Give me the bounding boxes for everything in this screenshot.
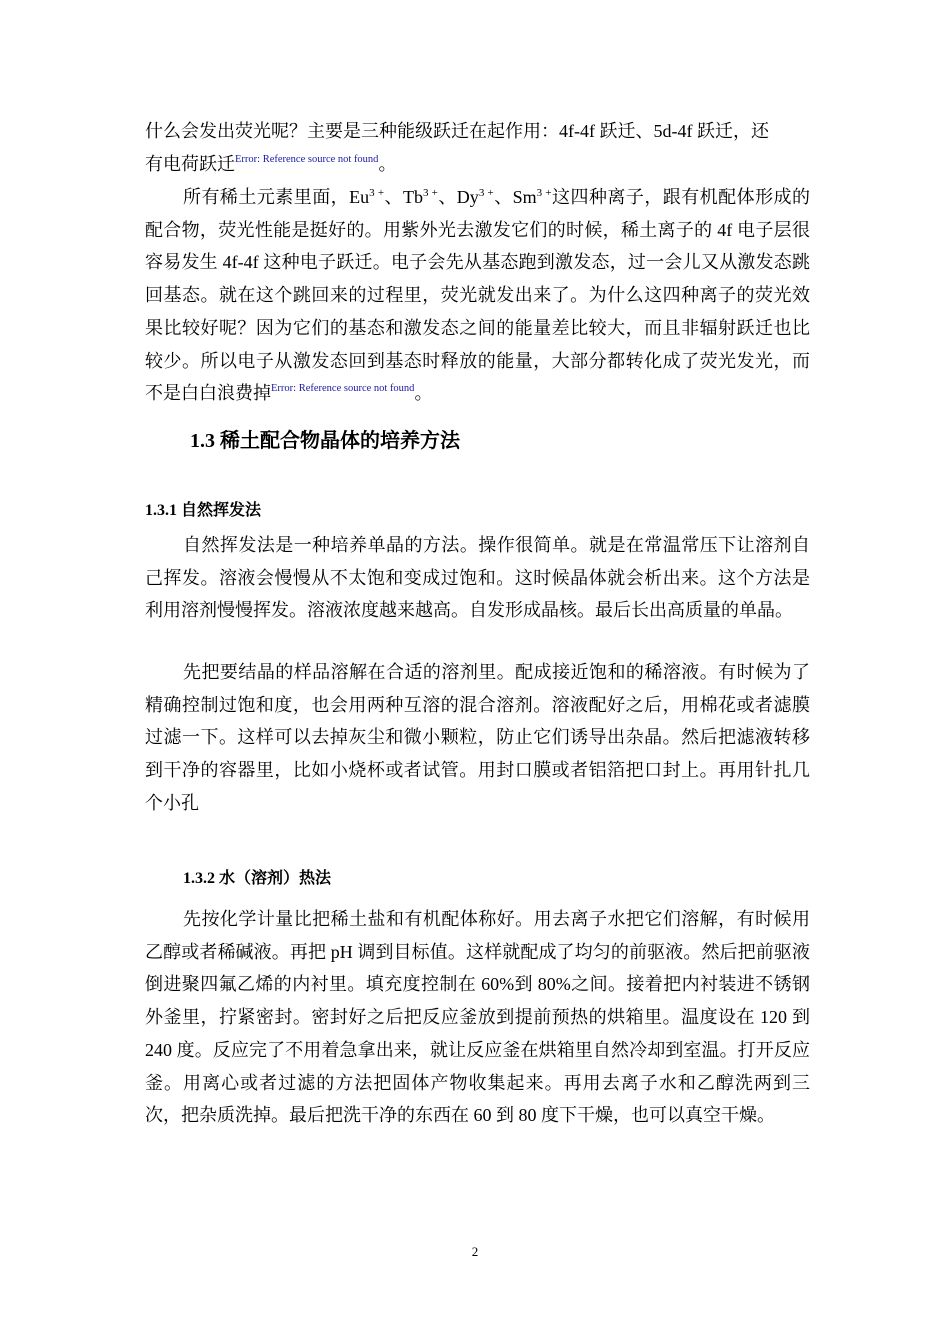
subsection-heading-1-3-1: 1.3.1 自然挥发法 [145, 502, 262, 519]
reference-error: Error: Reference source not found [271, 383, 415, 395]
page-number: 2 [471, 1244, 479, 1259]
intro-line-1: 什么会发出荧光呢？主要是三种能级跃迁在起作用：4f-4f 跃迁、5d-4f 跃迁，还 [145, 121, 769, 141]
superscript-charge: 3 + [369, 187, 385, 199]
evaporation-paragraph-1: 自然挥发法是一种培养单晶的方法。操作很简单。就是在常温常压下让溶剂自己挥发。溶液会慢慢从不太饱和变成过饱和。这时候晶体就会析出来。这个方法是利用溶剂慢慢挥发。溶液浓度越来越高。自发形成晶核。最后长出高质量的单晶。 [145, 535, 810, 621]
superscript-charge: 3 + [478, 187, 494, 199]
subsection-heading-1-3-2: 1.3.2 水（溶剂）热法 [183, 870, 332, 887]
evaporation-paragraph-2: 先把要结晶的样品溶解在合适的溶剂里。配成接近饱和的稀溶液。有时候为了精确控制过饱和度，也会用两种互溶的混合溶剂。溶液配好之后，用棉花或者滤膜过滤一下。这样可以去掉灰尘和微小颗粒，防止它们诱导出杂晶。然后把滤液转移到干净的容器里，比如小烧杯或者试管。用封口膜或者铝箔把口封上。再用针扎几个小孔 [145, 662, 810, 813]
rare-earth-paragraph: 所有稀土元素里面，$Eu^{3 +}$、$Tb^{3 +}$、$Dy^{3 +}$、$Sm^{3 +}$这四种离子，跟有机配体形成的配合物，荧光性能是挺好的。用紫外光去激发它们的时候，稀土离子的 4f 电子层很容易发生 4f-4f 这种电子跃迁。电子会先从基态跑到激发态，过一会儿又从激发态跳回基态。就在这个跳回来的过程里，荧光就发出来了。为什么这四种离子的荧光效果比较好呢？因为它们的基态和激发态之间的能量差比较大，而且非辐射跃迁也比较少。所以电子从激发态回到基态时释放的能量，大部分都转化成了荧光发光，而不是白白浪费掉$^{Error: Reference source not found}$。 [145, 187, 811, 404]
intro-line-2: 有电荷跃迁 [145, 153, 235, 174]
reference-error: Error: Reference source not found [235, 153, 379, 165]
superscript-charge: 3 + [422, 187, 438, 199]
section-heading-1-3: 1.3 稀土配合物晶体的培养方法 [190, 430, 460, 452]
intro-paragraph: 什么会发出荧光呢？主要是三种能级跃迁在起作用：4f-4f 跃迁、5d-4f 跃迁，还 有电荷跃迁$^{Error: Reference source not found}$。 [145, 121, 769, 174]
hydrothermal-paragraph: 先按化学计量比把稀土盐和有机配体称好。用去离子水把它们溶解，有时候用乙醇或者稀碱液。再把 pH 调到目标值。这样就配成了均匀的前驱液。然后把前驱液倒进聚四氟乙烯的内衬里。填充度控制在 60%到 80%之间。接着把内衬装进不锈钢外釜里，拧紧密封。密封好之后把反应釜放到提前预热的烘箱里。温度设在 120 到 240 度。反应完了不用着急拿出来，就让反应釜在烘箱里自然冷却到室温。打开反应釜。用离心或者过滤的方法把固体产物收集起来。再用去离子水和乙醇洗两到三次，把杂质洗掉。最后把洗干净的东西在 60 到 80 度下干燥，也可以真空干燥。 [145, 909, 810, 1126]
superscript-charge: 3 + [536, 187, 552, 199]
